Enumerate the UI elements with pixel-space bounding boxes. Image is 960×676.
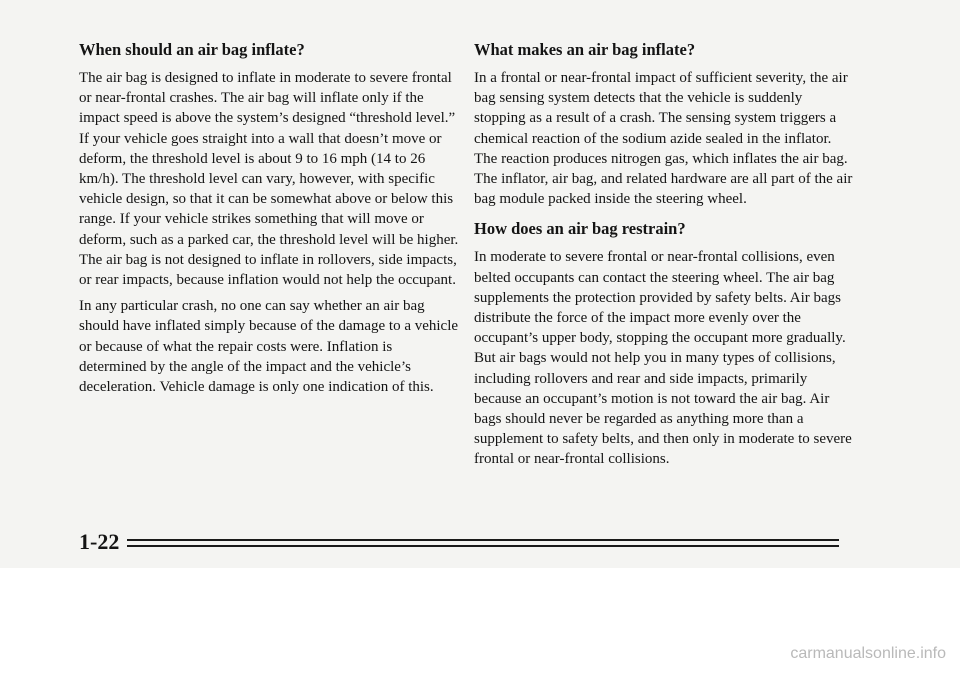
paragraph-restraint: In moderate to severe frontal or near-frontal collisions, even belted occupants can contact the steering wheel. The air bag supplements the protection provided by safety belts. Air bags distribute the force of the impact more evenly over the occupant’s upper body, stopping the occupant more gradually. But air bags would not help you in many types of collisions, including rollovers and rear and side impacts, primarily because an occupant’s motion is not toward the air bag. Air bags should never be regarded as anything more than a supplement to safety belts, and then only in moderate to severe frontal or near-frontal collisions. [474, 249, 852, 468]
footer-rule-top [127, 539, 839, 541]
page-number: 1-22 [79, 529, 120, 554]
paragraph-sensing-system: In a frontal or near-frontal impact of sufficient severity, the air bag sensing system detects that the vehicle is suddenly stopping as a result of a crash. The sensing system triggers a chemical reaction of the sodium azide sealed in the inflator. The reaction produces nitrogen gas, which inflates the air bag. The inflator, air bag, and related hardware are all part of the air bag module packed inside the steering wheel. [474, 70, 853, 208]
page-footer [79, 528, 839, 556]
site-watermark: carmanualsonline.info [790, 645, 946, 662]
paragraph-crash-determination: In any particular crash, no one can say whether an air bag should have inflated simply because of the damage to a vehicle or because of what the repair costs were. Inflation is determined by the angle of the impact and the vehicle’s deceleration. Vehicle damage is only one indication of this. [79, 298, 459, 396]
left-column [79, 40, 459, 403]
right-column [474, 40, 854, 476]
section-heading-what-makes-inflate: What makes an air bag inflate? [474, 40, 696, 59]
section-heading-restrain: How does an air bag restrain? [474, 219, 686, 239]
section-heading-inflate-when: When should an air bag inflate? [79, 40, 305, 59]
footer-rule-bottom [127, 545, 839, 547]
paragraph-threshold: The air bag is designed to inflate in moderate to severe frontal or near-frontal crashes. The air bag will inflate only if the impact speed is above the system’s designed “threshold level.” If your vehicle goes straight into a wall that doesn’t move or deform, the threshold level is about 9 to 16 mph (14 to 26 km/h). The threshold level can vary, however, with specific vehicle design, so that it can be somewhat above or below this range. If your vehicle strikes something that will move or deform, such as a parked car, the threshold level will be higher. The air bag is not designed to inflate in rollovers, side impacts, or rear impacts, because inflation would not help the occupant. [79, 70, 459, 289]
